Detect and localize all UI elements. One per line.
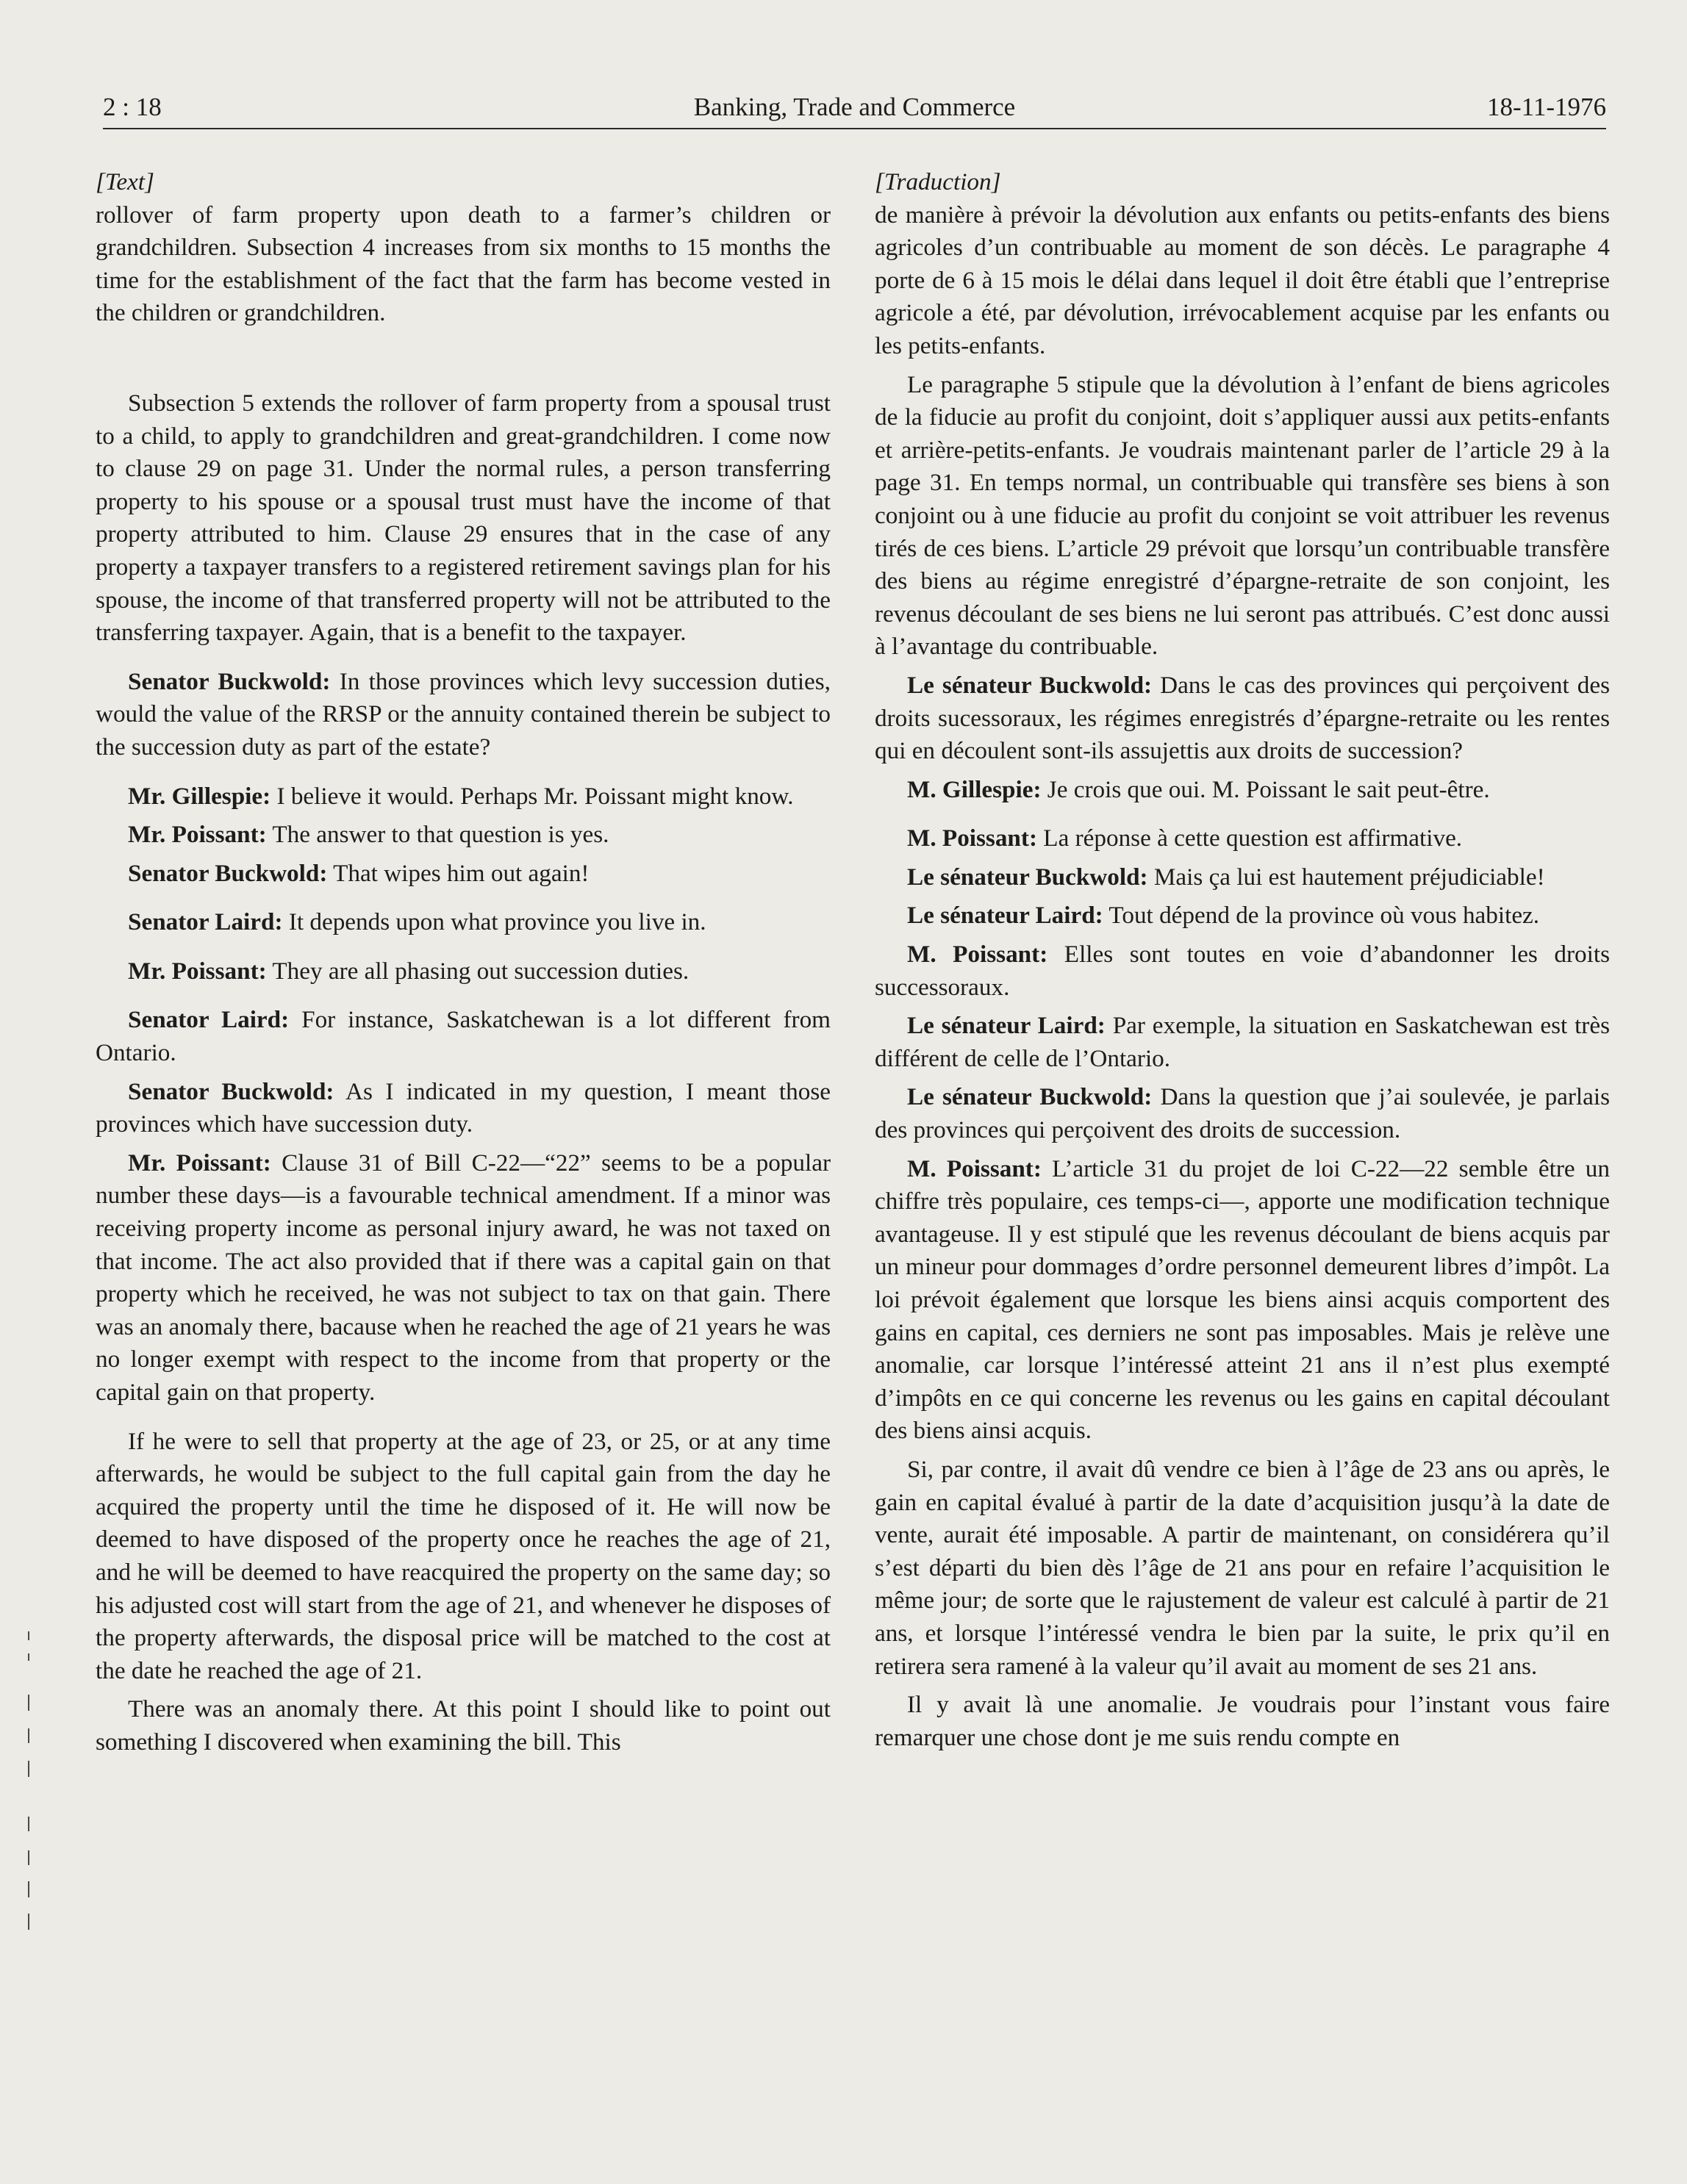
speech-paragraph: Senator Buckwold: That wipes him out again! [128, 859, 590, 887]
speech-paragraph: Senator Buckwold: In those provinces which levy succession duties, would the value of the RRSP or the annuity contained therein be subject to the succession duty as part of the estate? [96, 667, 831, 761]
speech-paragraph: M. Poissant: Elles sont toutes en voie d’abandonner les droits successoraux. [875, 941, 1610, 1001]
speaker-name: Le sénateur Buckwold: [907, 671, 1153, 699]
speaker-name: M. Poissant: [907, 1154, 1042, 1182]
page-header [103, 87, 1606, 129]
paragraph: Si, par contre, il avait dû vendre ce bien à l’âge de 23 ans ou après, le gain en capital évalué à partir de la date d’acquisition jusqu’à la date de vente, aurait été imposable. A partir de maintenant, on considérera qu’il s’est départi du bien dès l’âge de 21 ans pour en refaire l’acquisition le même jour; de sorte que le rajustement de valeur est calculé à partir de 21 ans, et lorsque l’intéressé vendra le bien par la suite, le prix qu’il en retirera sera ramené à la valeur qu’il avait au moment de ses 21 ans. [875, 1455, 1610, 1680]
speaker-name: Mr. Poissant: [128, 1149, 271, 1177]
speech-paragraph: M. Gillespie: Je crois que oui. M. Poissant le sait peut-être. [907, 775, 1490, 803]
speaker-name: Senator Laird: [128, 908, 283, 936]
speech-paragraph: Le sénateur Buckwold: Dans le cas des provinces qui perçoivent des droits sucessoraux, les régimes enregistrés d’épargne-retraite ou les rentes qui en découlent sont-ils assujettis aux droits de succession? [875, 671, 1610, 765]
speaker-name: Senator Laird: [128, 1006, 290, 1034]
paragraph: rollover of farm property upon death to a farmer’s children or grandchildren. Subsection 4 increases from six months to 15 months the time for the establishment of the fact that the farm has become vested in the children or grandchildren. [96, 201, 831, 327]
speaker-name: Le sénateur Laird: [907, 902, 1103, 930]
page-number: 2 : 18 [103, 93, 162, 121]
speech-paragraph: Mr. Poissant: The answer to that question is yes. [128, 821, 609, 849]
french-column [875, 166, 1610, 2165]
speech-paragraph: Le sénateur Buckwold: Dans la question que j’ai soulevée, je parlais des provinces qui perçoivent des droits de succession. [875, 1083, 1610, 1144]
speaker-name: Le sénateur Buckwold: [907, 863, 1148, 891]
paragraph: There was an anomaly there. At this point I should like to point out something I discovered when examining the bill. This [96, 1695, 831, 1756]
speaker-name: M. Gillespie: [907, 775, 1042, 803]
speech-paragraph: Le sénateur Laird: Tout dépend de la province où vous habitez. [907, 902, 1540, 930]
speech-paragraph: Le sénateur Laird: Par exemple, la situation en Saskatchewan est très différent de celle de l’Ontario. [875, 1012, 1611, 1072]
column-label-traduction: [Traduction] [875, 168, 1001, 195]
english-column [96, 166, 831, 2165]
speech-paragraph: Mr. Poissant: They are all phasing out succession duties. [128, 957, 690, 985]
speech-paragraph: Mr. Poissant: Clause 31 of Bill C-22—“22” seems to be a popular number these days—is a favourable technical amendment. If a minor was receiving property income as personal injury award, he was not taxed on that income. The act also provided that if there was a capital gain on that property which he received, he was not subject to tax on that gain. There was an anomaly there, bacause when he reached the age of 21 years he was no longer exempt with respect to the income from that property or the capital gain on that property. [96, 1149, 831, 1406]
paragraph: Subsection 5 extends the rollover of farm property from a spousal trust to a child, to apply to grandchildren and great-grandchildren. I come now to clause 29 on page 31. Under the normal rules, a person transferring property to his spouse or a spousal trust must have the income of that property attributed to him. Clause 29 ensures that in the case of any property a taxpayer transfers to a registered retirement savings plan for his spouse, the income of that transferred property will not be attributed to the transferring taxpayer. Again, that is a benefit to the taxpayer. [96, 389, 831, 647]
column-label-text: [Text] [96, 168, 154, 195]
speaker-name: Senator Buckwold: [128, 859, 328, 887]
speaker-name: Senator Buckwold: [128, 1077, 334, 1105]
paragraph: Il y avait là une anomalie. Je voudrais pour l’instant vous faire remarquer une chose dont je me suis rendu compte en [875, 1691, 1610, 1751]
speaker-name: Senator Buckwold: [128, 667, 331, 695]
speaker-name: Le sénateur Laird: [907, 1012, 1106, 1040]
speech-paragraph: Senator Laird: It depends upon what province you live in. [128, 908, 706, 936]
header-date: 18-11-1976 [1486, 93, 1606, 121]
speaker-name: M. Poissant: [907, 825, 1037, 852]
speech-paragraph: M. Poissant: L’article 31 du projet de loi C-22—22 semble être un chiffre très populaire, ces temps-ci—, apporte une modification technique avantageuse. Il y est stipulé que les revenus découlant de biens acquis par un mineur pour dommages d’ordre personnel demeurent libres d’impôt. La loi prévoit également que lorsque les biens ainsi acquis comportent des gains en capital, ces derniers ne sont pas imposables. Mais je relève une anomalie, car lorsque l’intéressé atteint 21 ans il n’est plus exempté d’impôts en ce qui concerne les revenus ou les gains en capital découlant des biens ainsi acquis. [875, 1154, 1610, 1445]
running-title: Banking, Trade and Commerce [693, 93, 1016, 121]
speaker-name: Mr. Poissant: [128, 957, 267, 985]
speaker-name: M. Poissant: [907, 941, 1048, 969]
speech-paragraph: Mr. Gillespie: I believe it would. Perhaps Mr. Poissant might know. [128, 782, 794, 810]
speaker-name: Mr. Poissant: [128, 821, 267, 849]
speech-paragraph: Senator Laird: For instance, Saskatchewan is a lot different from Ontario. [96, 1006, 831, 1067]
speech-paragraph: M. Poissant: La réponse à cette question est affirmative. [907, 825, 1463, 852]
speech-paragraph: Le sénateur Buckwold: Mais ça lui est hautement préjudiciable! [907, 863, 1545, 891]
paragraph: If he were to sell that property at the age of 23, or 25, or at any time afterwards, he would be subject to the full capital gain from the day he acquired the property until the time he disposed of it. He will now be deemed to have disposed of the property once he reaches the age of 21, and he will be deemed to have reacquired the property on the same day; so his adjusted cost will start from the age of 21, and whenever he disposes of the property afterwards, the disposal price will be matched to the cost at the date he reached the age of 21. [96, 1427, 831, 1684]
paragraph: Le paragraphe 5 stipule que la dévolution à l’enfant de biens agricoles de la fiducie au profit du conjoint, doit s’appliquer aussi aux petits-enfants et arrière-petits-enfants. Je voudrais maintenant parler de l’article 29 à la page 31. En temps normal, un contribuable qui transfère ses biens à son conjoint ou à une fiducie au profit du conjoint se voit attribuer les revenus tirés de ces biens. L’article 29 prévoit que lorsqu’un contribuable transfère des biens au régime enregistré d’épargne-retraite de son conjoint, les revenus découlant de ses biens ne lui seront pas attribués. C’est donc aussi à l’avantage du contribuable. [875, 370, 1610, 661]
paragraph: de manière à prévoir la dévolution aux enfants ou petits-enfants des biens agricoles d’un contribuable au moment de son décès. Le paragraphe 4 porte de 6 à 15 mois le délai dans lequel il doit être établi que l’entreprise agricole a été, par dévolution, irrévocablement acquise par les enfants ou les petits-enfants. [875, 201, 1610, 359]
speaker-name: Mr. Gillespie: [128, 782, 271, 810]
speech-paragraph: Senator Buckwold: As I indicated in my question, I meant those provinces which have succession duty. [96, 1077, 831, 1138]
speaker-name: Le sénateur Buckwold: [907, 1083, 1153, 1111]
